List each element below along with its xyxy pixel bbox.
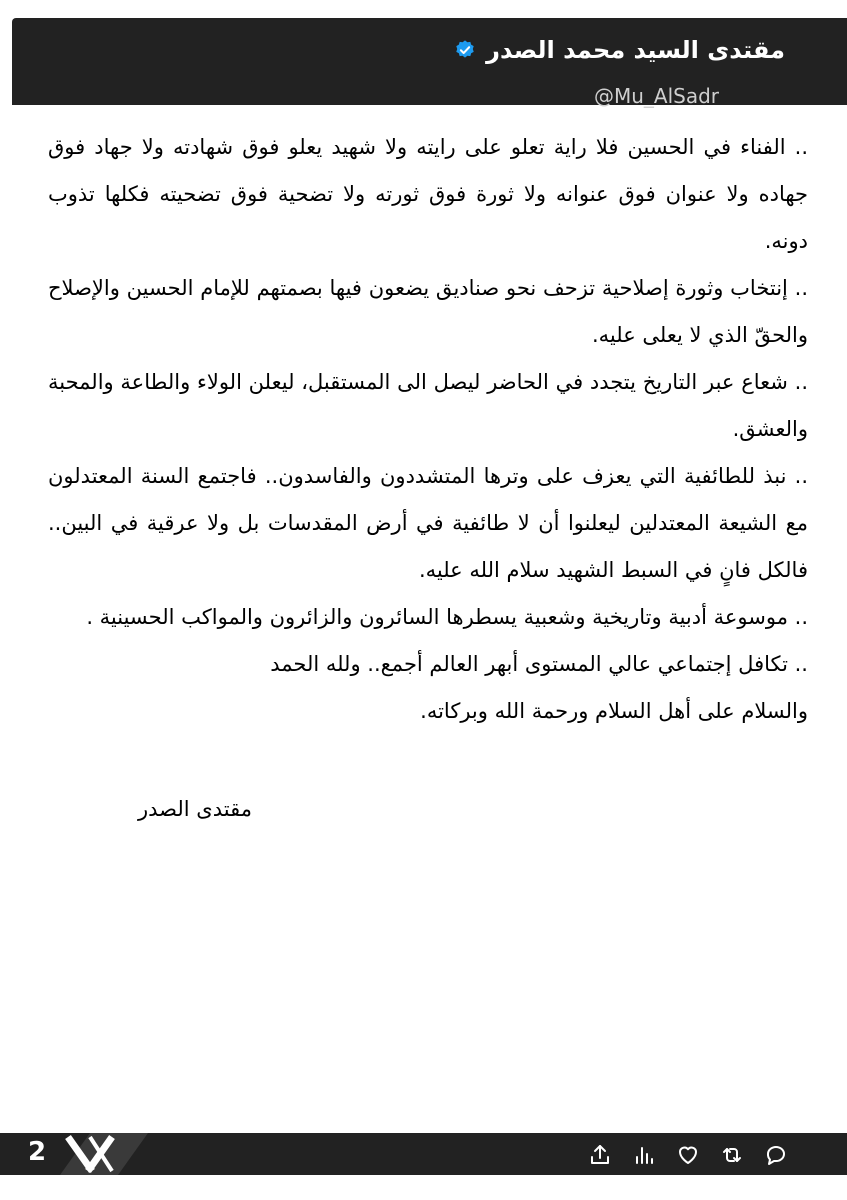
post-paragraph: .. نبذ للطائفية التي يعزف على وترها المتشددون والفاسدون.. فاجتمع السنة المعتدلون مع الشيعة المعتدلين ليعلنوا أن لا طائفية في أرض المقدسات بل ولا عرقية في البين.. فالكل فانٍ في السبط الشهيد سلام الله عليه. (48, 464, 808, 582)
post-body (48, 124, 808, 735)
post-paragraph: .. إنتخاب وثورة إصلاحية تزحف نحو صناديق يضعون فيها بصمتهم للإمام الحسين والإصلاح والحقّ الذي لا يعلى عليه. (48, 276, 808, 347)
post-paragraph: .. موسوعة أدبية وتاريخية وشعبية يسطرها السائرون والزائرون والمواكب الحسينية . (86, 605, 808, 629)
post-paragraph: والسلام على أهل السلام ورحمة الله وبركاته. (420, 699, 808, 723)
post-paragraph: .. تكافل إجتماعي عالي المستوى أبهر العالم أجمع.. ولله الحمد (270, 652, 808, 676)
post-paragraph: .. شعاع عبر التاريخ يتجدد في الحاضر ليصل الى المستقبل، ليعلن الولاء والطاعة والمحبة والعشق. (48, 370, 808, 441)
post-header (12, 18, 847, 108)
x-logo-icon (60, 1133, 148, 1175)
post-paragraph: .. الفناء في الحسين فلا راية تعلو على رايته ولا شهيد يعلو فوق شهادته ولا جهاد فوق جهاده ولا عنوان فوق عنوانه ولا ثورة فوق ثورته ولا تضحية فوق تضحيته فكلها تذوب دونه. (48, 135, 808, 253)
account-handle[interactable]: @Mu_AlSadr (593, 84, 719, 108)
signature: مقتدى الصدر (138, 797, 252, 821)
like-icon[interactable] (674, 1141, 701, 1168)
account-name[interactable]: مقتدى السيد محمد الصدر (486, 36, 785, 64)
reply-icon[interactable] (762, 1141, 789, 1168)
share-icon[interactable] (586, 1141, 613, 1168)
verified-badge-icon (454, 39, 476, 61)
repost-icon[interactable] (718, 1141, 745, 1168)
account-name-row[interactable] (454, 36, 785, 64)
post-footer (0, 1133, 847, 1175)
views-icon[interactable] (630, 1141, 657, 1168)
post-actions (586, 1141, 789, 1168)
page-number: 2 (28, 1137, 47, 1167)
